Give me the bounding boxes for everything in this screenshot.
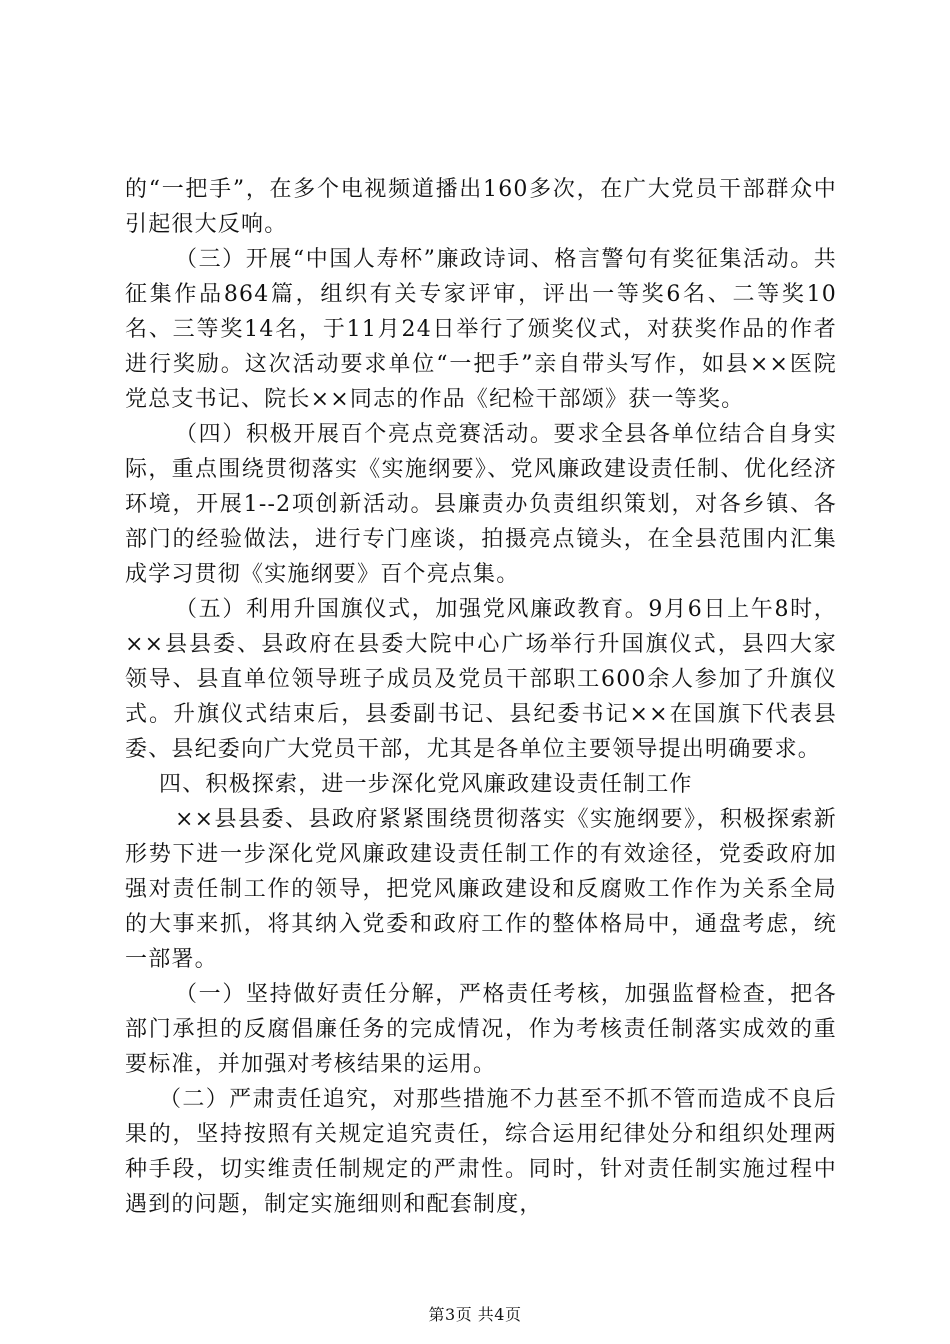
paragraph-item-5: （五）利用升国旗仪式，加强党风廉政教育。9月6日上午8时，××县县委、县政府在县委大院中心广场举行升国旗仪式，县四大家领导、县直单位领导班子成员及党员干部职工600余人参加了升旗仪式。升旗仪式结束后，县委副书记、县纪委书记××在国旗下代表县委、县纪委向广大党员干部，尤其是各单位主要领导提出明确要求。 <box>125 597 837 762</box>
paragraph-subitem-2: （二）严肃责任追究，对那些措施不力甚至不抓不管而造成不良后果的，坚持按照有关规定追究责任，综合运用纪律处分和组织处理两种手段，切实维责任制规定的严肃性。同时，针对责任制实施过程中遇到的问题，制定实施细则和配套制度， <box>125 1087 837 1217</box>
paragraph-subitem-1: （一）坚持做好责任分解，严格责任考核，加强监督检查，把各部门承担的反腐倡廉任务的完成情况，作为考核责任制落实成效的重要标准，并加强对考核结果的运用。 <box>125 982 837 1077</box>
paragraph-item-4: （四）积极开展百个亮点竞赛活动。要求全县各单位结合自身实际，重点围绕贯彻落实《实施纲要》、党风廉政建设责任制、优化经济环境，开展1--2项创新活动。县廉责办负责组织策划，对各乡镇、各部门的经验做法，进行专门座谈，拍摄亮点镜头，在全县范围内汇集成学习贯彻《实施纲要》百个亮点集。 <box>125 422 837 587</box>
paragraph-section-intro: ××县县委、县政府紧紧围绕贯彻落实《实施纲要》，积极探索新形势下进一步深化党风廉政建设责任制工作的有效途径，党委政府加强对责任制工作的领导，把党风廉政建设和反腐败工作作为关系全局的大事来抓，将其纳入党委和政府工作的整体格局中，通盘考虑，统一部署。 <box>125 807 837 972</box>
document-body <box>125 172 837 1222</box>
section-heading-4: 四、积极探索，进一步深化党风廉政建设责任制工作 <box>159 772 693 797</box>
page-footer: 第3页 共4页 <box>428 1305 522 1324</box>
paragraph-continuation: 的“一把手”，在多个电视频道播出160多次，在广大党员干部群众中引起很大反响。 <box>125 177 837 237</box>
paragraph-item-3: （三）开展“中国人寿杯”廉政诗词、格言警句有奖征集活动。共征集作品864篇，组织有关专家评审，评出一等奖6名、二等奖10名、三等奖14名，于11月24日举行了颁奖仪式，对获奖作品的作者进行奖励。这次活动要求单位“一把手”亲自带头写作，如县××医院党总支书记、院长××同志的作品《纪检干部颂》获一等奖。 <box>125 247 837 412</box>
